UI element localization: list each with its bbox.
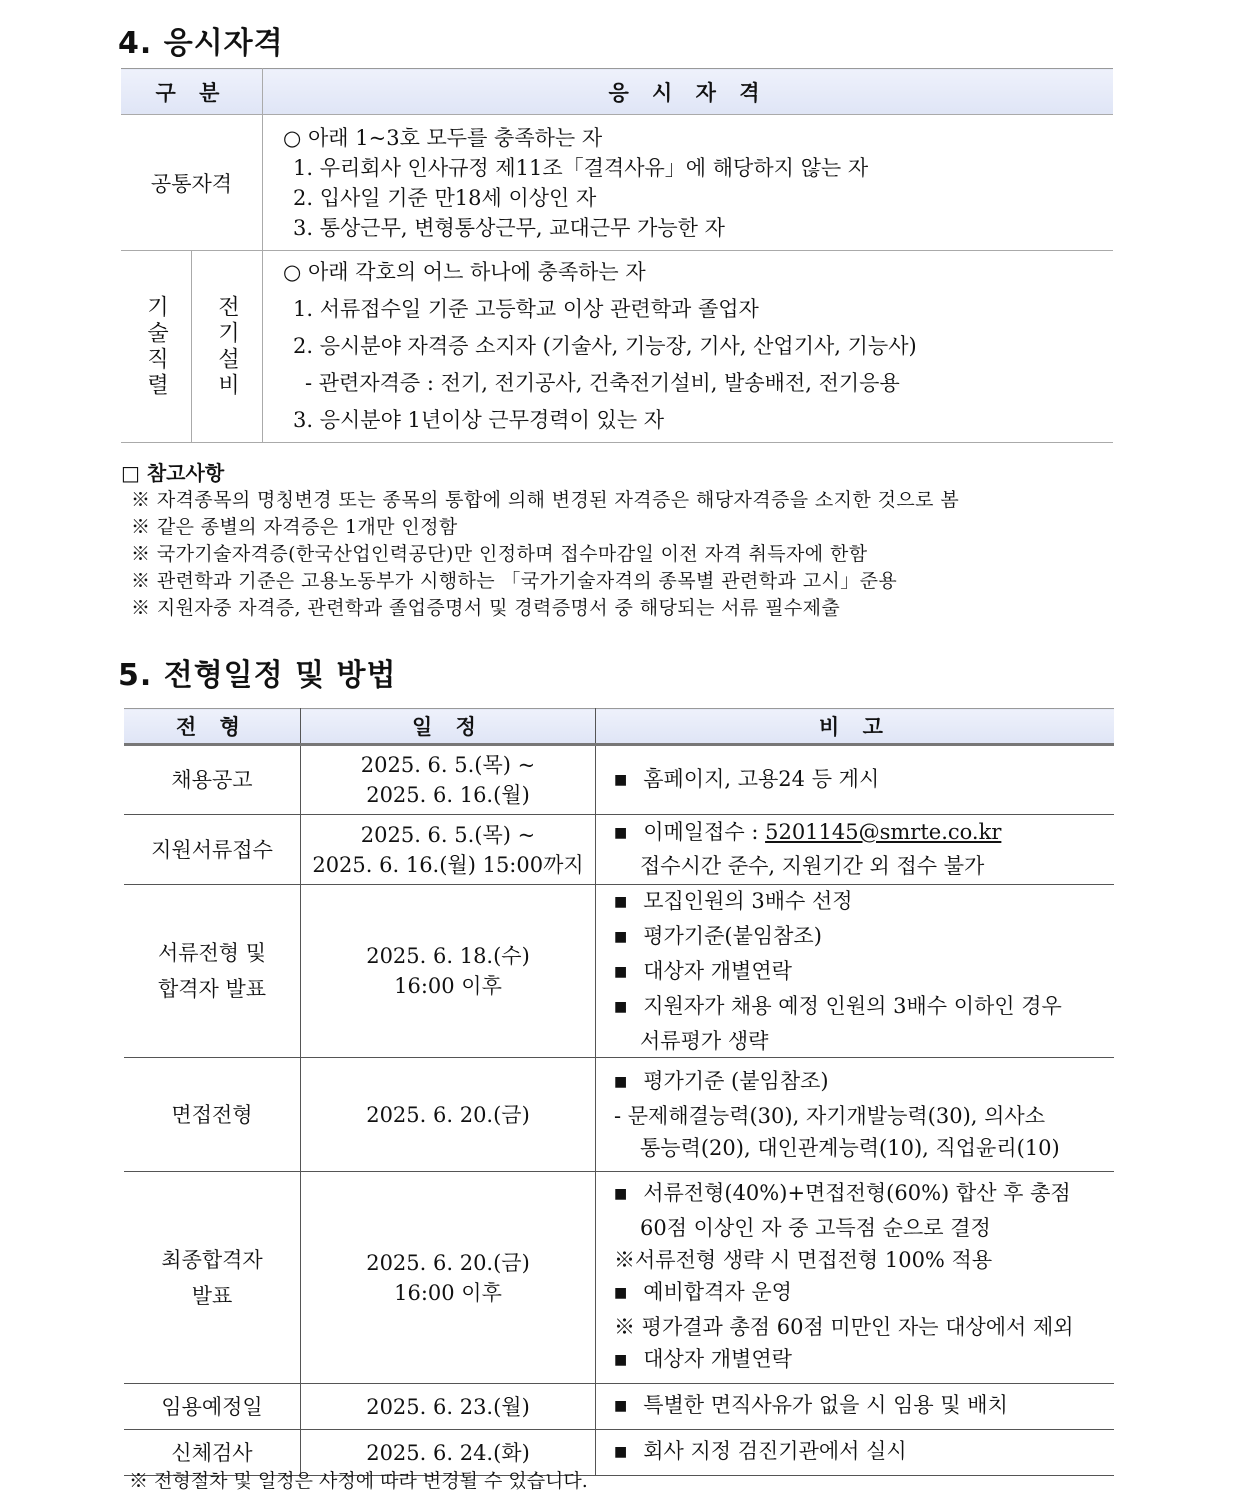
- remark-line: ■ 예비합격자 운영: [614, 1276, 1114, 1311]
- tech-line: 3. 응시분야 1년이상 근무경력이 있는 자: [293, 408, 665, 432]
- remarks-cell: [596, 815, 1115, 885]
- schedule-row: [124, 1384, 1114, 1430]
- section5-title: 5. 전형일정 및 방법: [118, 658, 397, 693]
- remark-line: ■ 모집인원의 3배수 선정: [614, 885, 1114, 920]
- remark-line: ■ 특별한 면직사유가 없을 시 임용 및 배치: [614, 1389, 1114, 1424]
- schedule-date: 2025. 6. 20.(금): [366, 1250, 530, 1275]
- footnote: ※ 전형절차 및 일정은 사정에 따라 변경될 수 있습니다.: [129, 1470, 588, 1492]
- common-line: 3. 통상근무, 변형통상근무, 교대근무 가능한 자: [293, 215, 725, 240]
- tech-line: 2. 응시분야 자격증 소지자 (기술사, 기능장, 기사, 산업기사, 기능사): [293, 334, 917, 358]
- remark-line: - 문제해결능력(30), 자기개발능력(30), 의사소: [614, 1104, 1045, 1128]
- schedule-row: [124, 745, 1114, 815]
- common-label: 공통자격: [121, 115, 263, 251]
- note-item: ※ 자격종목의 명칭변경 또는 종목의 통합에 의해 변경된 자격증은 해당자격증을 소지한 것으로 봄: [131, 489, 960, 511]
- tech-group-cell: [121, 251, 192, 443]
- email-link[interactable]: 5201145@smrte.co.kr: [765, 820, 1002, 844]
- stage-name: 서류전형 및: [157, 941, 267, 965]
- col-header-remarks: 비 고: [596, 709, 1115, 745]
- stage-name: 임용예정일: [161, 1394, 263, 1419]
- schedule-cell: [301, 815, 596, 885]
- stage-cell: [124, 885, 301, 1058]
- remark-line: ■ 회사 지정 검진기관에서 실시: [614, 1435, 1114, 1470]
- remarks-cell: [596, 1172, 1115, 1384]
- stage-name: 면접전형: [171, 1102, 253, 1127]
- schedule-table: [124, 708, 1114, 1476]
- schedule-date: 2025. 6. 16.(월) 15:00까지: [312, 852, 584, 877]
- schedule-date: 16:00 이후: [394, 974, 502, 998]
- stage-name: 지원서류접수: [151, 837, 273, 862]
- schedule-date: 2025. 6. 23.(월): [366, 1394, 530, 1419]
- remarks-cell: [596, 1384, 1115, 1430]
- remark-line: ■ 지원자가 채용 예정 인원의 3배수 이하인 경우: [614, 990, 1114, 1025]
- remark-email-line: [614, 817, 1114, 850]
- remark-line: ■ 대상자 개별연락: [614, 955, 1114, 990]
- schedule-date: 2025. 6. 5.(목) ~: [360, 822, 536, 847]
- stage-cell: [124, 745, 301, 815]
- common-line: 2. 입사일 기준 만18세 이상인 자: [293, 185, 597, 210]
- schedule-date: 2025. 6. 20.(금): [366, 1102, 530, 1127]
- schedule-date: 2025. 6. 18.(수): [366, 944, 530, 968]
- remark-line: ※서류전형 생략 시 면접전형 100% 적용: [614, 1248, 993, 1272]
- schedule-date: 2025. 6. 16.(월): [366, 783, 530, 807]
- tech-lines: [263, 251, 1114, 443]
- stage-cell: [124, 1384, 301, 1430]
- col-header-category: 구 분: [121, 69, 263, 115]
- remark-line: ■ 대상자 개별연락: [614, 1343, 1114, 1378]
- stage-cell: [124, 815, 301, 885]
- schedule-cell: [301, 745, 596, 815]
- common-lines: [263, 115, 1114, 251]
- schedule-cell: [301, 885, 596, 1058]
- stage-cell: [124, 1058, 301, 1172]
- remark-line: 서류평가 생략: [640, 1029, 769, 1053]
- stage-name: 신체검사: [171, 1440, 253, 1465]
- email-label: 이메일접수 :: [643, 820, 766, 844]
- tech-group-label: 기술직렬: [143, 294, 169, 399]
- tech-line: - 관련자격증 : 전기, 전기공사, 건축전기설비, 발송배전, 전기응용: [305, 371, 900, 395]
- reference-notes-title: □ 참고사항: [121, 461, 225, 485]
- common-line: ○ 아래 1~3호 모두를 충족하는 자: [283, 125, 603, 150]
- tech-line: 1. 서류접수일 기준 고등학교 이상 관련학과 졸업자: [293, 297, 759, 321]
- section4-title: 4. 응시자격: [118, 26, 284, 61]
- common-line: 1. 우리회사 인사규정 제11조「결격사유」에 해당하지 않는 자: [293, 155, 869, 180]
- remark-line: 통능력(20), 대인관계능력(10), 직업윤리(10): [640, 1136, 1060, 1160]
- tech-field-cell: [192, 251, 263, 443]
- schedule-date: 16:00 이후: [394, 1280, 502, 1305]
- remarks-cell: [596, 885, 1115, 1058]
- tech-line: ○ 아래 각호의 어느 하나에 충족하는 자: [283, 260, 646, 284]
- note-item: ※ 같은 종별의 자격증은 1개만 인정함: [131, 516, 458, 538]
- stage-name: 채용공고: [171, 768, 253, 792]
- reference-notes: [121, 459, 959, 622]
- schedule-date: 2025. 6. 24.(화): [366, 1440, 530, 1465]
- schedule-row: [124, 885, 1114, 1058]
- remark-line: 접수시간 준수, 지원기간 외 접수 불가: [640, 854, 985, 878]
- remark-line: ■ 서류전형(40%)+면접전형(60%) 합산 후 총점: [614, 1177, 1114, 1212]
- qualification-table: [121, 68, 1113, 443]
- note-item: ※ 관련학과 기준은 고용노동부가 시행하는 「국가기술자격의 종목별 관련학과 고시」준용: [131, 570, 898, 592]
- note-item: ※ 지원자중 자격증, 관련학과 졸업증명서 및 경력증명서 중 해당되는 서류 필수제출: [131, 597, 841, 619]
- schedule-row: [124, 815, 1114, 885]
- tech-field-label: 전기설비: [214, 294, 240, 399]
- remarks-cell: [596, 1430, 1115, 1476]
- schedule-cell: [301, 1384, 596, 1430]
- col-header-stage: 전 형: [124, 709, 301, 745]
- stage-cell: [124, 1172, 301, 1384]
- col-header-qualification: 응 시 자 격: [263, 69, 1114, 115]
- remark-line: ※ 평가결과 총점 60점 미만인 자는 대상에서 제외: [614, 1315, 1074, 1339]
- col-header-schedule: 일 정: [301, 709, 596, 745]
- remarks-cell: [596, 745, 1115, 815]
- remark-line: ■ 평가기준(붙임참조): [614, 920, 1114, 955]
- remarks-cell: [596, 1058, 1115, 1172]
- stage-name: 발표: [191, 1283, 233, 1308]
- schedule-row: [124, 1172, 1114, 1384]
- schedule-cell: [301, 1058, 596, 1172]
- remark-line: ■ 평가기준 (붙임참조): [614, 1065, 1114, 1100]
- remark-line: ■ 홈페이지, 고용24 등 게시: [614, 763, 1114, 798]
- stage-name: 합격자 발표: [157, 977, 267, 1001]
- schedule-row: [124, 1058, 1114, 1172]
- schedule-date: 2025. 6. 5.(목) ~: [360, 753, 536, 777]
- schedule-cell: [301, 1172, 596, 1384]
- stage-name: 최종합격자: [161, 1247, 263, 1272]
- note-item: ※ 국가기술자격증(한국산업인력공단)만 인정하며 접수마감일 이전 자격 취득자에 한함: [131, 543, 868, 565]
- remark-line: 60점 이상인 자 중 고득점 순으로 결정: [640, 1216, 991, 1240]
